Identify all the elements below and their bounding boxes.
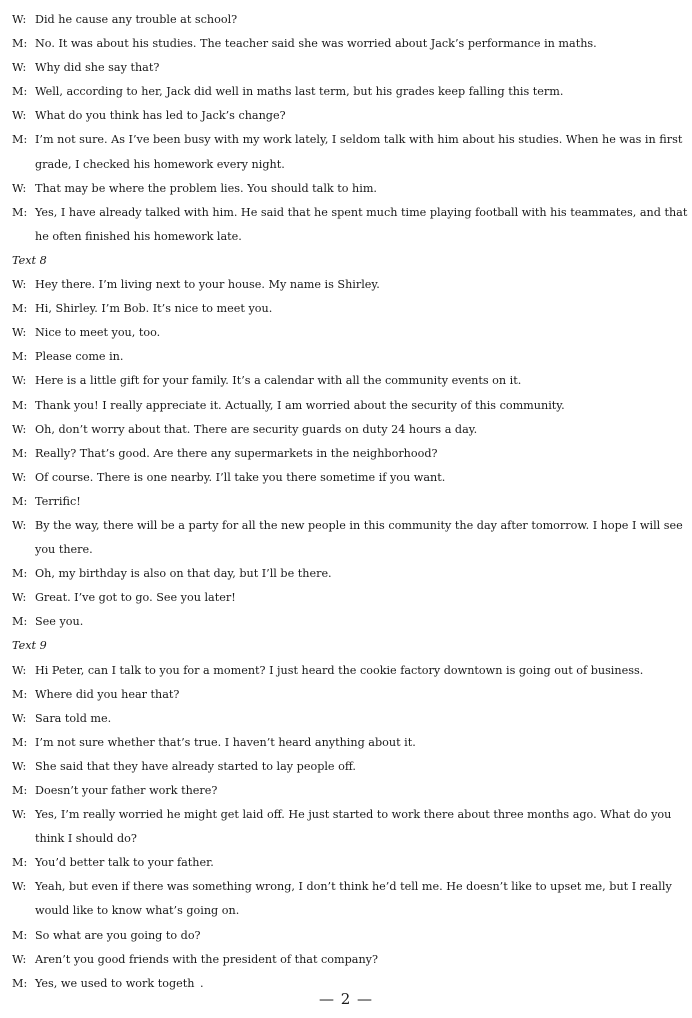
dialogue-line (0, 128, 692, 152)
dialogue-text: Well, according to her, Jack did well in maths last term, but his grades keep falling this term. (35, 85, 564, 99)
section-heading: Text 9 (12, 639, 47, 653)
dialogue-line (0, 707, 692, 731)
speaker-label: W: (12, 880, 27, 894)
dialogue-line (0, 273, 692, 297)
dialogue-text: Really? That’s good. Are there any supermarkets in the neighborhood? (35, 446, 438, 460)
dialogue-line (0, 948, 692, 972)
speaker-label: M: (12, 37, 28, 51)
speaker-label: M: (12, 398, 28, 412)
dialogue-line (0, 345, 692, 369)
dialogue-line (0, 731, 692, 755)
dialogue-text: think I should do? (35, 832, 137, 846)
speaker-label: W: (12, 663, 27, 677)
dialogue-continuation (0, 225, 692, 249)
dialogue-line (0, 659, 692, 683)
dialogue-line (0, 32, 692, 56)
dialogue-line (0, 104, 692, 128)
dialogue-text: So what are you going to do? (35, 928, 201, 942)
dialogue-text: By the way, there will be a party for all the new people in this community the day after tomorrow. I hope I will see (35, 518, 683, 532)
dialogue-text: Where did you hear that? (35, 687, 180, 701)
speaker-label: W: (12, 109, 27, 123)
dialogue-line (0, 490, 692, 514)
dialogue-text: Aren’t you good friends with the president of that company? (35, 952, 378, 966)
dialogue-line (0, 610, 692, 634)
speaker-label: W: (12, 759, 27, 773)
dialogue-continuation (0, 827, 692, 851)
dialogue-text: I’m not sure whether that’s true. I haven’t heard anything about it. (35, 735, 416, 749)
dialogue-continuation (0, 899, 692, 923)
dialogue-text: Did he cause any trouble at school? (35, 13, 238, 26)
speaker-label: W: (12, 422, 27, 436)
dialogue-text: Why did she say that? (35, 61, 160, 75)
page-number: — 2 — (318, 990, 374, 1008)
dialogue-text: Hi Peter, can I talk to you for a moment? I just heard the cookie factory downtown is going out of business. (35, 663, 644, 677)
dialogue-text: you there. (35, 543, 93, 557)
dialogue-line (0, 56, 692, 80)
dialogue-text: Oh, my birthday is also on that day, but I’ll be there. (35, 567, 332, 581)
speaker-label: W: (12, 952, 27, 966)
dialogue-line (0, 442, 692, 466)
dialogue-text: Yes, we used to work togeth . (35, 976, 204, 990)
dialogue-line (0, 8, 692, 32)
dialogue-continuation (0, 153, 692, 177)
speaker-label: M: (12, 784, 28, 797)
section-heading-line (0, 249, 692, 273)
dialogue-text: Great. I’ve got to go. See you later! (35, 591, 236, 605)
dialogue-text: She said that they have already started to lay people off. (35, 759, 356, 773)
document-body (0, 8, 692, 996)
dialogue-text: Sara told me. (35, 711, 112, 725)
speaker-label: M: (12, 133, 28, 147)
dialogue-line (0, 297, 692, 321)
speaker-label: M: (12, 446, 28, 460)
dialogue-text: grade, I checked his homework every night. (35, 157, 285, 171)
dialogue-text: What do you think has led to Jack’s change? (35, 109, 286, 123)
dialogue-line (0, 418, 692, 442)
dialogue-line (0, 779, 692, 803)
speaker-label: M: (12, 350, 28, 364)
section-heading-line (0, 634, 692, 658)
dialogue-text: Hey there. I’m living next to your house. My name is Shirley. (35, 278, 380, 292)
dialogue-text: Oh, don’t worry about that. There are security guards on duty 24 hours a day. (35, 422, 478, 436)
section-heading: Text 8 (12, 253, 47, 267)
dialogue-line (0, 177, 692, 201)
dialogue-line (0, 80, 692, 104)
dialogue-line (0, 514, 692, 538)
dialogue-text: That may be where the problem lies. You should talk to him. (35, 181, 377, 195)
dialogue-text: Here is a little gift for your family. It’s a calendar with all the community events on it. (35, 374, 522, 388)
speaker-label: W: (12, 518, 27, 532)
speaker-label: W: (12, 591, 27, 605)
dialogue-text: Of course. There is one nearby. I’ll take you there sometime if you want. (35, 470, 446, 484)
speaker-label: W: (12, 374, 27, 388)
speaker-label: W: (12, 711, 27, 725)
dialogue-line (0, 875, 692, 899)
speaker-label: W: (12, 470, 27, 484)
dialogue-text: I’m not sure. As I’ve been busy with my work lately, I seldom talk with him about his studies. When he was in first (35, 133, 683, 147)
dialogue-text: Please come in. (35, 350, 124, 364)
dialogue-text: would like to know what’s going on. (35, 904, 240, 918)
speaker-label: M: (12, 302, 28, 316)
dialogue-line (0, 586, 692, 610)
dialogue-line (0, 369, 692, 393)
dialogue-text: he often finished his homework late. (35, 229, 242, 243)
dialogue-line (0, 562, 692, 586)
speaker-label: W: (12, 13, 27, 26)
dialogue-line (0, 683, 692, 707)
speaker-label: M: (12, 615, 28, 629)
speaker-label: M: (12, 928, 28, 942)
speaker-label: M: (12, 494, 28, 508)
dialogue-text: Terrific! (35, 494, 81, 508)
dialogue-text: You’d better talk to your father. (35, 856, 214, 870)
dialogue-text: Nice to meet you, too. (35, 326, 161, 340)
speaker-label: M: (12, 687, 28, 701)
dialogue-text: Hi, Shirley. I’m Bob. It’s nice to meet you. (35, 302, 273, 316)
dialogue-text: Thank you! I really appreciate it. Actually, I am worried about the security of this community. (35, 398, 565, 412)
speaker-label: M: (12, 735, 28, 749)
dialogue-text: See you. (35, 615, 84, 629)
dialogue-continuation (0, 538, 692, 562)
speaker-label: M: (12, 567, 28, 581)
dialogue-text: Yes, I’m really worried he might get laid off. He just started to work there about three months ago. What do you (35, 808, 672, 822)
speaker-label: M: (12, 85, 28, 99)
dialogue-line (0, 321, 692, 345)
speaker-label: W: (12, 808, 27, 822)
speaker-label: W: (12, 181, 27, 195)
speaker-label: M: (12, 205, 28, 219)
dialogue-line (0, 924, 692, 948)
speaker-label: M: (12, 976, 28, 990)
dialogue-line (0, 755, 692, 779)
speaker-label: M: (12, 856, 28, 870)
dialogue-line (0, 466, 692, 490)
dialogue-line (0, 851, 692, 875)
dialogue-text: Yes, I have already talked with him. He said that he spent much time playing football with his teammates, and that (35, 205, 688, 219)
dialogue-line (0, 803, 692, 827)
speaker-label: W: (12, 61, 27, 75)
speaker-label: W: (12, 326, 27, 340)
dialogue-text: No. It was about his studies. The teacher said she was worried about Jack’s performance in maths. (35, 37, 597, 51)
dialogue-text: Doesn’t your father work there? (35, 784, 218, 797)
speaker-label: W: (12, 278, 27, 292)
dialogue-text: Yeah, but even if there was something wrong, I don’t think he’d tell me. He doesn’t like to upset me, but I really (35, 880, 672, 894)
dialogue-line (0, 394, 692, 418)
dialogue-line (0, 201, 692, 225)
